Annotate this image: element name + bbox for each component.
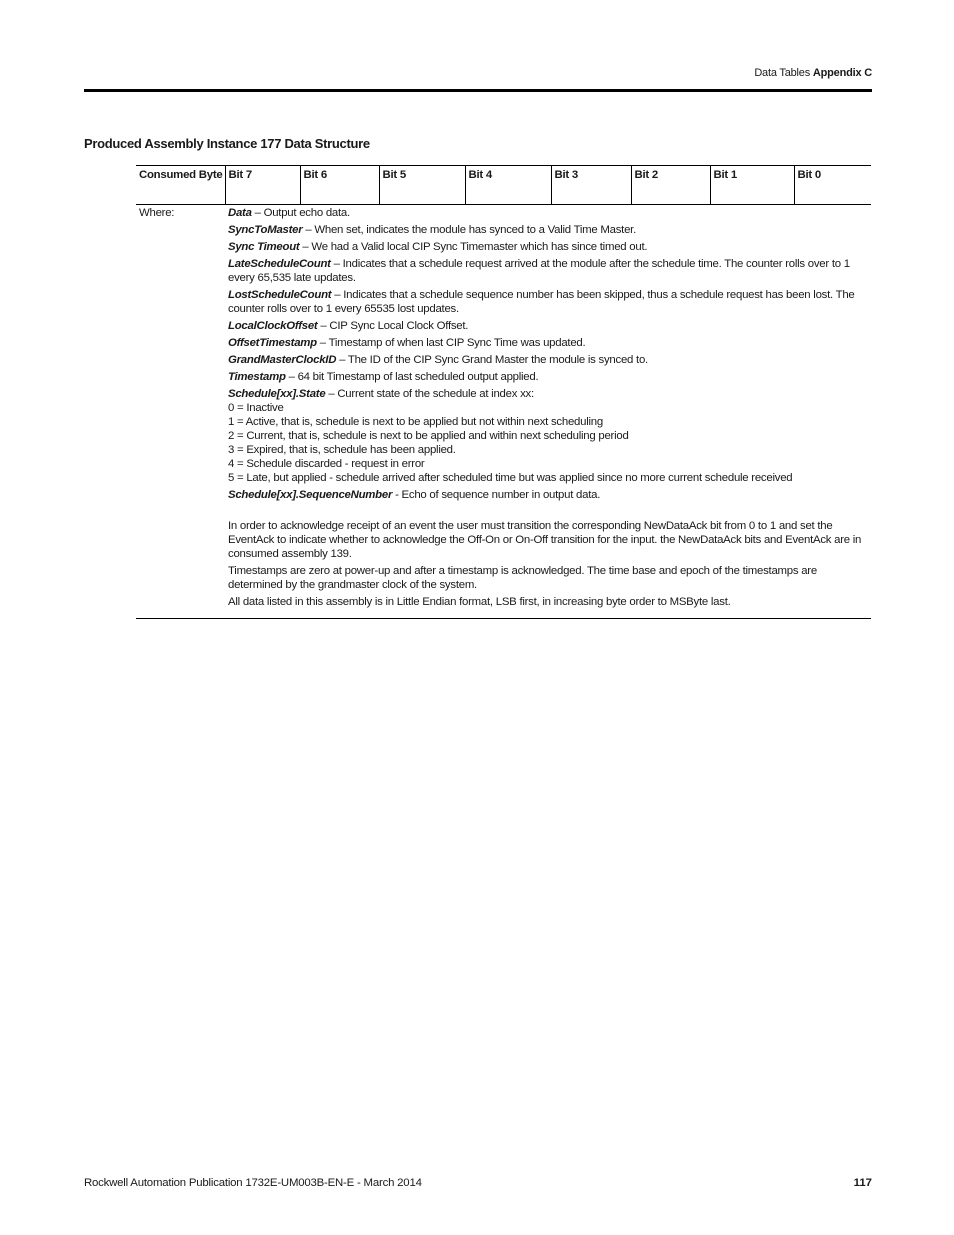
definition-term: Sync Timeout (228, 241, 300, 253)
definition-text: – The ID of the CIP Sync Grand Master the module is synced to. (336, 354, 648, 366)
state-line: 5 = Late, but applied - schedule arrived after scheduled time but was applied since no more current schedule received (228, 472, 793, 484)
col-consumed-byte: Consumed Byte (136, 166, 225, 205)
col-bit-3: Bit 3 (551, 166, 631, 205)
note-paragraph: Timestamps are zero at power-up and after a timestamp is acknowledged. The time base and epoch of the timestamps are determined by the grandmaster clock of the system. (228, 565, 817, 591)
col-bit-2: Bit 2 (631, 166, 710, 205)
table-row (136, 205, 871, 619)
definition-term: GrandMasterClockID (228, 354, 337, 366)
col-bit-0: Bit 0 (794, 166, 871, 205)
table-header-row (136, 166, 871, 205)
definitions-cell (225, 205, 871, 619)
page-number: 117 (853, 1177, 872, 1189)
publication-footer: Rockwell Automation Publication 1732E-UM003B-EN-E - March 2014 (84, 1177, 422, 1189)
definition-text: – Indicates that a schedule request arrived at the module after the schedule time. The counter rolls over to 1 every 65,535 late updates. (228, 258, 850, 284)
header-section: Data Tables (754, 67, 811, 79)
section-title: Produced Assembly Instance 177 Data Structure (84, 136, 370, 151)
definition-term: LateScheduleCount (228, 258, 331, 270)
definition-item (228, 353, 867, 367)
definition-item (228, 288, 867, 316)
definition-text: – We had a Valid local CIP Sync Timemaster which has since timed out. (299, 241, 648, 253)
state-line: 3 = Expired, that is, schedule has been applied. (228, 444, 456, 456)
header-rule (84, 89, 872, 92)
col-bit-4: Bit 4 (465, 166, 551, 205)
definition-text: – Indicates that a schedule sequence number has been skipped, thus a schedule request has been lost. The counter rolls over to 1 every 65535 lost updates. (228, 289, 855, 315)
note-paragraph: All data listed in this assembly is in Little Endian format, LSB first, in increasing byte order to MSByte last. (228, 596, 731, 608)
definition-text: – Timestamp of when last CIP Sync Time was updated. (316, 337, 586, 349)
definition-item (228, 257, 867, 285)
data-structure-table (136, 165, 871, 619)
definition-term: OffsetTimestamp (228, 337, 317, 349)
definition-term: SyncToMaster (228, 224, 303, 236)
definition-text: – 64 bit Timestamp of last scheduled output applied. (285, 371, 539, 383)
col-bit-1: Bit 1 (710, 166, 794, 205)
definition-term: Data (228, 207, 252, 219)
definition-text: – When set, indicates the module has synced to a Valid Time Master. (302, 224, 636, 236)
where-label: Where: (136, 205, 225, 619)
definition-term: Schedule[xx].State (228, 388, 326, 400)
definition-item (228, 240, 867, 254)
definition-item (228, 370, 867, 384)
spacer (228, 505, 867, 519)
col-bit-6: Bit 6 (300, 166, 379, 205)
definition-item (228, 319, 867, 333)
state-line: 0 = Inactive (228, 402, 284, 414)
note-paragraph: In order to acknowledge receipt of an event the user must transition the corresponding NewDataAck bit from 0 to 1 and set the EventAck to indicate whether to acknowledge the Off-On or On-Off transition for the input. the NewDataAck bits and EventAck are in consumed assembly 139. (228, 520, 862, 560)
header-appendix: Appendix C (812, 67, 872, 79)
definition-text: – Output echo data. (251, 207, 350, 219)
running-header (754, 67, 872, 79)
definition-item (228, 206, 867, 220)
definition-term: Timestamp (228, 371, 286, 383)
col-bit-5: Bit 5 (379, 166, 465, 205)
state-line: 1 = Active, that is, schedule is next to be applied but not within next scheduling (228, 416, 603, 428)
state-line: 2 = Current, that is, schedule is next to be applied and within next scheduling period (228, 430, 629, 442)
definition-item (228, 387, 867, 485)
state-line: 4 = Schedule discarded - request in error (228, 458, 425, 470)
definition-item (228, 223, 867, 237)
definition-term: Schedule[xx].SequenceNumber (228, 489, 393, 501)
definition-term: LostScheduleCount (228, 289, 332, 301)
definition-text: - Echo of sequence number in output data. (392, 489, 601, 501)
definition-item (228, 488, 867, 502)
definition-text: – Current state of the schedule at index xx: (325, 388, 534, 400)
col-bit-7: Bit 7 (225, 166, 300, 205)
definition-term: LocalClockOffset (228, 320, 318, 332)
definition-text: – CIP Sync Local Clock Offset. (317, 320, 469, 332)
definition-item (228, 336, 867, 350)
